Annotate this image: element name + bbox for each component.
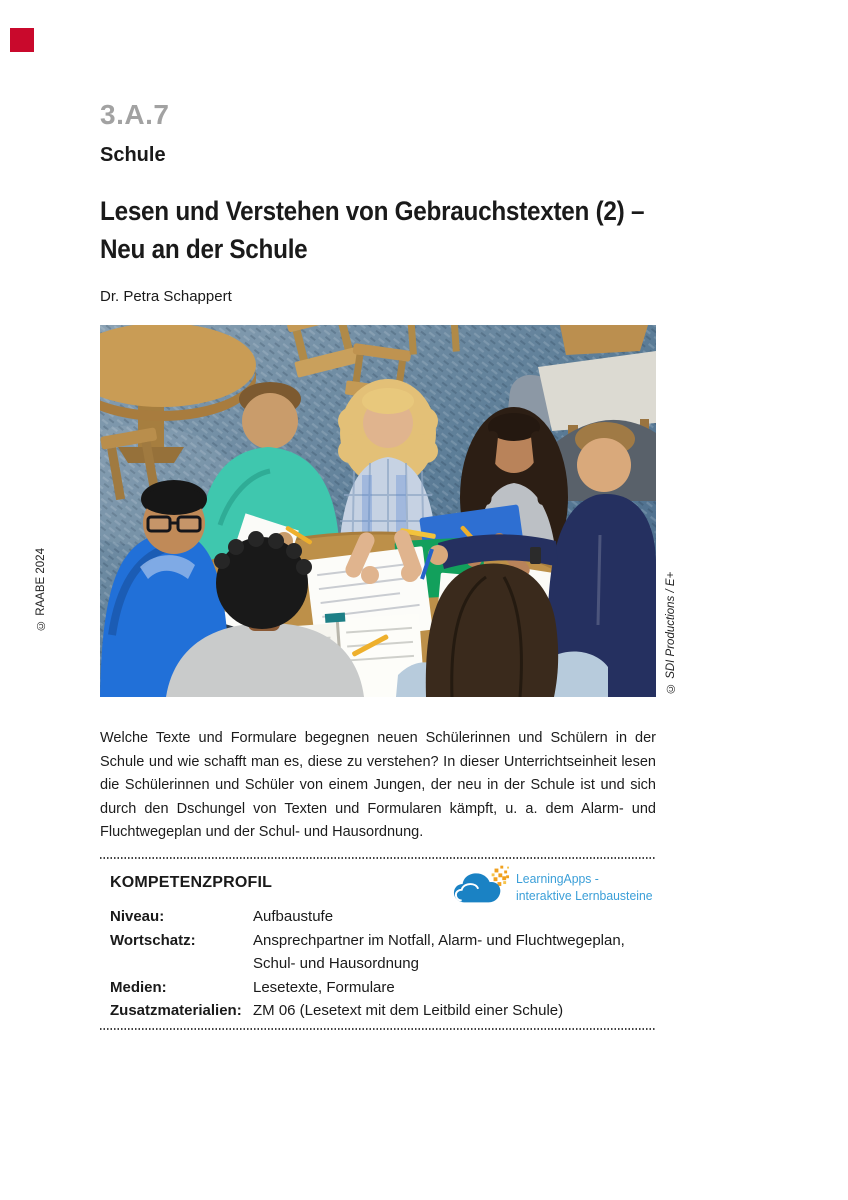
profile-row-wortschatz	[110, 929, 656, 976]
page-title-line2: Neu an der Schule	[100, 234, 308, 264]
divider-top	[100, 857, 656, 859]
row-value	[253, 929, 656, 976]
intro-paragraph: Welche Texte und Formulare begegnen neuen Schülerinnen und Schülern in der Schule und wie schafft man es, diese zu verstehen? In dieser Unterrichtseinheit lesen die Schülerinnen und Schüler von einem Jungen, der neu in der Schule ist und sich durch den Dschungel von Texten und Formularen kämpft, u. a. dem Alarm- und Fluchtwegeplan und der Schul- und Hausordnung.	[100, 730, 656, 840]
students-photo-illustration	[100, 325, 656, 697]
profile-heading: KOMPETENZPROFIL	[110, 874, 273, 891]
raabe-brand-square	[10, 28, 34, 52]
learningapps-logo-text	[516, 870, 653, 904]
row-label: Medien:	[110, 978, 167, 996]
page-title	[100, 192, 644, 268]
profile-row-niveau	[110, 905, 656, 929]
row-value: Lesetexte, Formulare	[253, 978, 395, 996]
row-label: Wortschatz:	[110, 931, 196, 949]
profile-table	[110, 905, 656, 1023]
divider-bottom	[100, 1028, 656, 1030]
row-value-line1: Ansprechpartner im Notfall, Alarm- und Fluchtwegeplan,	[253, 931, 625, 949]
unit-code: 3.A.7	[100, 99, 170, 130]
row-value: ZM 06 (Lesetext mit dem Leitbild einer Schule)	[253, 1002, 564, 1019]
students-photo	[100, 325, 656, 697]
profile-row-medien	[110, 976, 656, 1000]
row-label: Zusatzmaterialien:	[110, 1002, 242, 1019]
background-chair	[560, 325, 648, 355]
learningapps-logo	[452, 864, 664, 910]
logo-text-line2: interaktive Lernbausteine	[516, 888, 653, 903]
chapter-label: Schule	[100, 144, 166, 166]
row-value: Aufbaustufe	[253, 908, 334, 925]
photo-credit: © SDI Productions / E+	[665, 571, 677, 695]
profile-row-zusatzmaterialien	[110, 999, 656, 1023]
page-title-line1: Lesen und Verstehen von Gebrauchstexten (2) –	[100, 196, 645, 226]
row-value-line2: Schul- und Hausordnung	[253, 955, 419, 972]
copyright-vertical: © RAABE 2024	[35, 548, 47, 632]
logo-text-line1: LearningApps -	[516, 871, 599, 886]
row-label: Niveau:	[110, 908, 165, 925]
author-name: Dr. Petra Schappert	[100, 288, 232, 305]
